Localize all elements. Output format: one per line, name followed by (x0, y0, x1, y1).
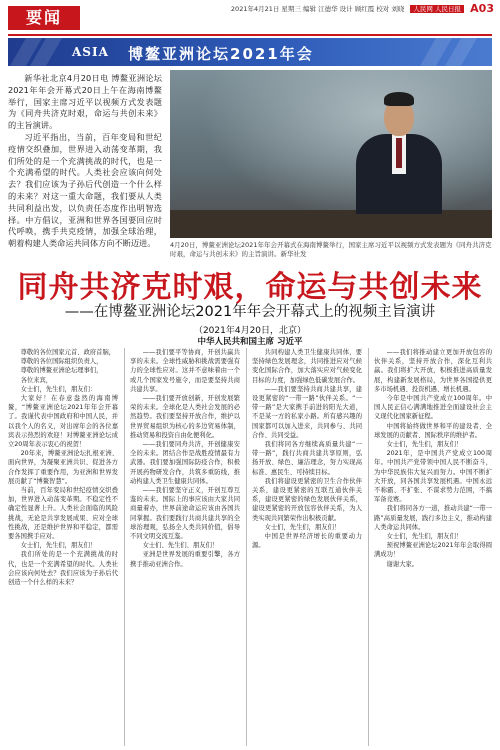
body-paragraph: 大家好！在春意盎然的海南博鳌，“博鳌亚洲论坛2021年年会开幕了。我谨代表中国政府和中国人民，并以我个人的名义，对出席年会的各位嘉宾表示热烈的欢迎！对博鳌亚洲论坛成立20周年表示衷心的祝贺！ (8, 395, 118, 449)
body-paragraph: 女士们，先生们，朋友们！ (264, 523, 341, 531)
dateline: （2021年4月20日，北京） (193, 326, 307, 336)
body-paragraph: 共同构建人类卫生健康共同体，要坚持绿色发展理念，共同推进应对气候变化国际合作，加大落实应对气候变化目标的力度，加强绿色低碳发展合作。 (252, 349, 362, 384)
body-paragraph: 各位来宾， (20, 376, 53, 384)
body-column-1 (8, 348, 118, 746)
body-paragraph: 我们所处的是一个充满挑战的时代，也是一个充满希望的时代。人类社会应该向何处去？我们应该为子孙后代创造一个什么样的未来？ (8, 551, 118, 587)
body-paragraph: 尊敬的各位国家元首、政府首脑， (20, 349, 116, 356)
body-paragraph: 谢谢大家。 (386, 560, 419, 568)
lead-text (8, 73, 162, 250)
headline: 同舟共济克时艰，命运与共创未来 (17, 270, 483, 305)
issue-line (231, 4, 464, 13)
column-divider (246, 348, 247, 746)
body-paragraph: ——我们要同舟共济，开创健康安全的未来。团结合作是战胜疫情最有力武器。我们要加强国际防疫合作，积极开展药物研发合作，共筑多重防线，推动构建人类卫生健康共同体。 (130, 441, 240, 485)
banner-stripe (445, 38, 477, 66)
photo-caption: 4月20日，博鳌亚洲论坛2021年年会开幕式在海南博鳌举行，国家主席习近平以视频方式发表题为《同舟共济克时艰，命运与共创未来》的主旨演讲。新华社发 (170, 241, 492, 258)
body-paragraph: 我们将同各方继续高质量共建“一带一路”，践行共商共建共享原则，弘扬开放、绿色、廉洁理念，努力实现高标准、惠民生、可持续目标。 (252, 441, 362, 476)
body-paragraph: 尊敬的各位国际组织负责人， (20, 358, 103, 366)
column-divider (124, 348, 125, 746)
banner-title: 博鳌亚洲论坛2021年会 (128, 45, 314, 63)
body-paragraph: 我们将建设更紧密的卫生合作伙伴关系，建设更紧密的互联互通伙伴关系，建设更紧密的绿色发展伙伴关系，建设更紧密的开放包容伙伴关系，为人类实现共同繁荣作出积极贡献。 (252, 477, 362, 522)
lead-paragraph: 习近平指出，当前，百年变局和世纪疫情交织叠加，世界进入动荡变革期，我们所处的是一个充满挑战的时代，也是一个充满希望的时代。人类社会应该向何处去？我们应该为子孙后代创造一个什么样的未来？对这一重大命题，我们要从人类共同利益出发，以负责任态度作出明智选择。中方倡议，亚洲和世界各国要回应时代呼唤，携手共克疫情，加强全球治理，朝着构建人类命运共同体方向不断迈进。 (8, 131, 162, 249)
body-paragraph: ——我们将推动建立更加开放包容的伙伴关系，坚持开放合作，深化互利共赢。我们将扩大开放，积极推进高质量发展，构建新发展格局，为世界各国提供更多市场机遇、投资机遇、增长机遇。 (374, 349, 492, 393)
body-paragraph: 女士们，先生们，朋友们！ (20, 542, 97, 550)
body-paragraph: ——我们要开放创新，开创发展繁荣的未来。全球化是人类社会发展的必然趋势。我们要坚持开放合作，维护以世界贸易组织为核心的多边贸易体制，推动贸易和投资自由化便利化。 (130, 395, 240, 439)
body-paragraph: 女士们，先生们，朋友们！ (386, 533, 463, 541)
body-paragraph: 亚洲是世界发展的重要引擎，各方携手推动亚洲合作。 (130, 551, 240, 568)
page-header (0, 0, 500, 36)
body-column-2 (130, 348, 240, 746)
body-paragraph: 中国将始终做世界和平的建设者、全球发展的贡献者、国际秩序的维护者。 (374, 422, 492, 439)
body-column-4 (374, 348, 492, 746)
lead-paragraph: 新华社北京4月20日电 博鳌亚洲论坛2021年年会开幕式20日上午在海南博鳌举行，国家主席习近平以视频方式发表题为《同舟共济克时艰，命运与共创未来》的主旨演讲。 (8, 73, 162, 131)
subheadline: ——在博鳌亚洲论坛2021年年会开幕式上的视频主旨演讲 (64, 304, 436, 320)
page-number: A03 (470, 2, 494, 15)
boao-logo: ASIA (72, 45, 109, 59)
body-paragraph: ——我们要平等协商，开创共赢共享的未来。全球性威胁和挑战需要强有力的全球性应对。这并不意味着由一个或几个国家发号施令，而是要坚持共商共建共享。 (130, 349, 240, 393)
column-divider (368, 348, 369, 746)
body-paragraph: 女士们，先生们，朋友们： (20, 385, 97, 393)
body-paragraph: ——我们要坚持共商共建共享，建设更紧密的“一带一路”伙伴关系。“一带一路”是大家携手前进的阳光大道，不是某一方的私家小路。所有感兴趣的国家都可以加入进来，共同参与、共同合作、共同受益。 (252, 385, 362, 439)
body-paragraph: 2021年，是中国共产党成立100周年。中国共产党带领中国人民不断奋斗，为中华民族伟大复兴而努力。中国不断扩大开放，同各国共享发展机遇。中国永远不称霸、不扩张、不谋求势力范围，不搞军备竞赛。 (374, 450, 492, 504)
body-paragraph: 预祝博鳌亚洲论坛2021年年会取得圆满成功！ (374, 542, 492, 559)
body-paragraph: 20年来，博鳌亚洲论坛扎根亚洲、面向世界，为凝聚亚洲共识、促进各方合作发挥了重要作用，为亚洲和世界发展贡献了“博鳌智慧”。 (8, 450, 118, 485)
photo-desk (170, 210, 492, 238)
body-paragraph: 中国是世界经济增长的重要动力源。 (252, 533, 362, 550)
body-column-3 (252, 348, 362, 746)
body-paragraph: 今年是中国共产党成立100周年。中国人民正信心满满地推进全面建设社会主义现代化国家新征程。 (374, 395, 492, 421)
photo-figure-hair (384, 92, 414, 106)
body-paragraph: 当前，百年变局和世纪疫情交织叠加，世界进入动荡变革期。不稳定性不确定性显著上升。人类社会面临的风险挑战，无论是共享发展成果、应对全球性挑战，还是维护世界和平稳定，都需要各国携手应对。 (8, 487, 118, 541)
byline: 中华人民共和国主席 习近平 (197, 337, 303, 347)
forum-banner (8, 38, 492, 66)
header-rule (8, 34, 492, 36)
body-paragraph: 我们将同各方一道，推动共建“一带一路”高质量发展，践行多边主义，推动构建人类命运共同体。 (374, 505, 492, 531)
section-label: 要闻 (8, 6, 80, 30)
photo-figure-tie (396, 138, 402, 168)
site-badge: 人民网 人民日报 (410, 5, 464, 13)
body-paragraph: 女士们，先生们，朋友们！ (386, 441, 463, 449)
issue-date-line: 2021年4月21日 星期三 编辑 江德华 设计 顾红霞 校对 刘晓 (230, 5, 405, 13)
body-paragraph: ——我们要坚守正义，开创互尊互鉴的未来。国际上的事应该由大家共同商量着办，世界前途命运应该由各国共同掌握。我们要践行共商共建共享的全球治理观，弘扬全人类共同价值，倡导不同文明交流互鉴。 (130, 487, 240, 541)
body-paragraph: 女士们、先生们、朋友们！ (142, 542, 219, 550)
body-paragraph: 尊敬的博鳌亚洲论坛理事们， (20, 367, 103, 375)
news-photo (170, 70, 492, 238)
